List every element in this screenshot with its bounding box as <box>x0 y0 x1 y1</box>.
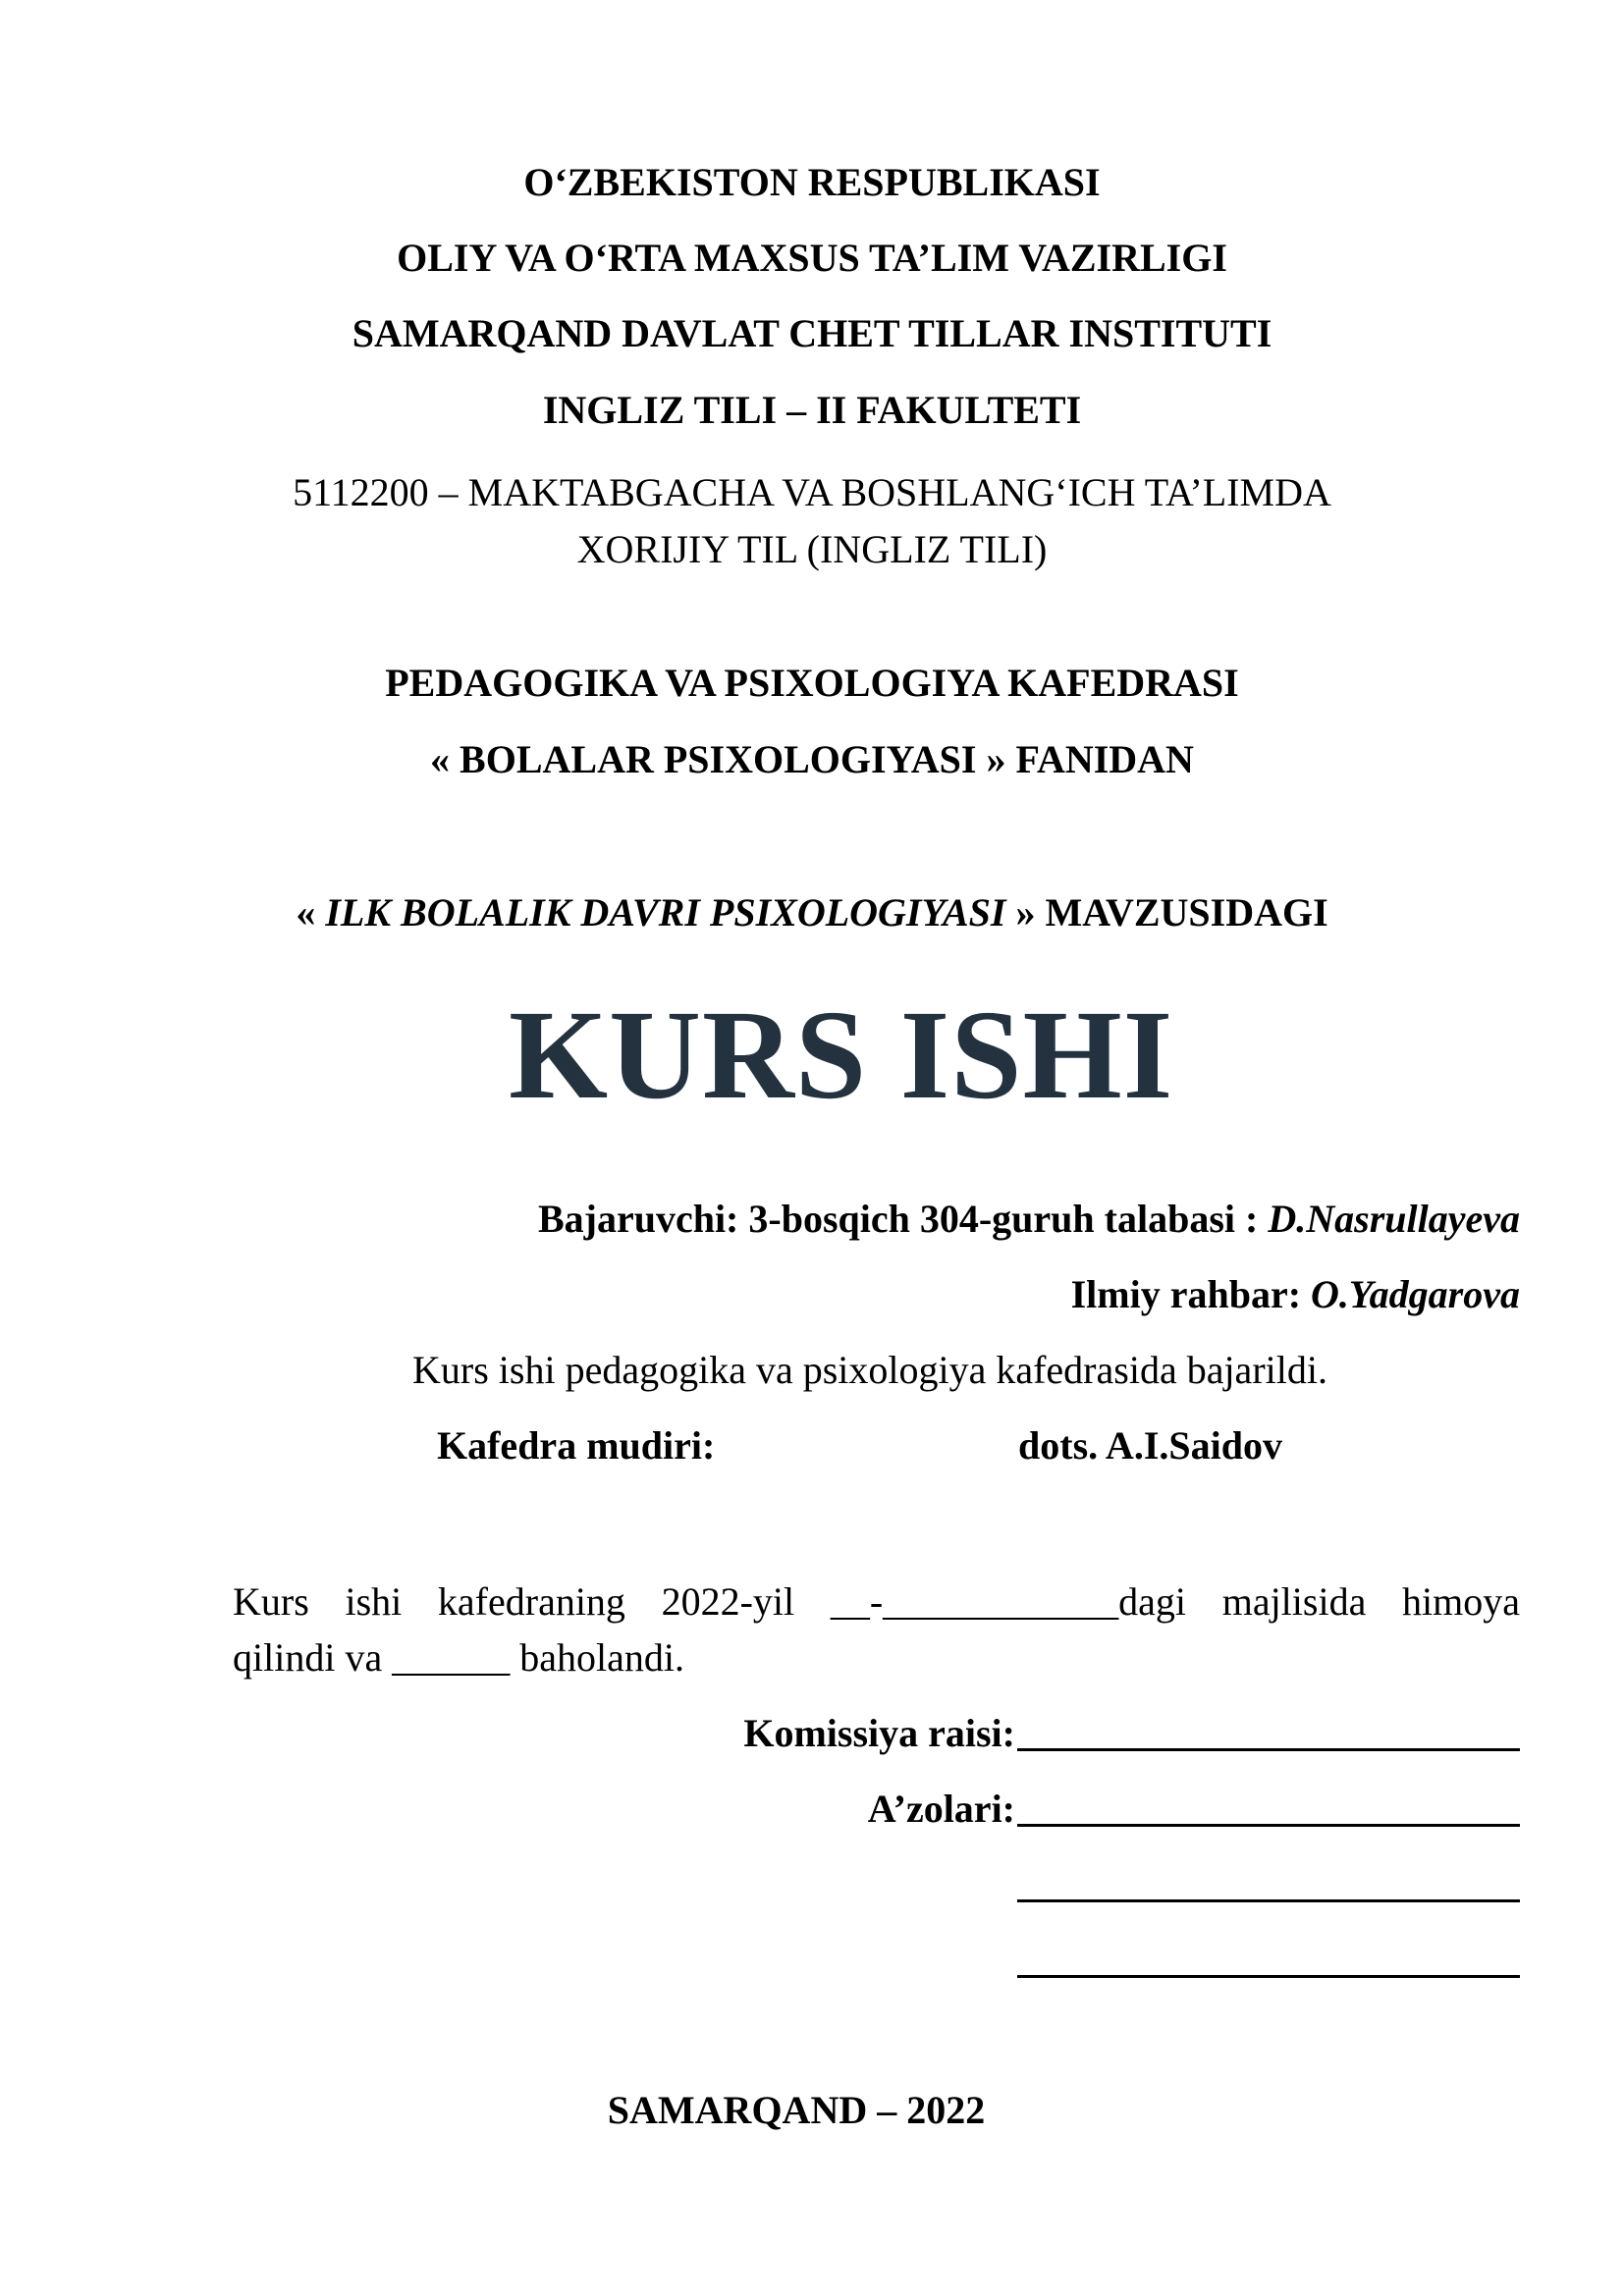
topic-line <box>0 890 1624 934</box>
defense-line-2: qilindi va ______ baholandi. <box>233 1635 684 1680</box>
republic-heading: O‘ZBEKISTON RESPUBLIKASI <box>523 160 1101 204</box>
topic-suffix: » MAVZUSIDAGI <box>1005 890 1328 934</box>
institute-heading: SAMARQAND DAVLAT CHET TILLAR INSTITUTI <box>352 311 1272 355</box>
advisor-label: Ilmiy rahbar: <box>1070 1272 1312 1316</box>
topic-open-quote: « <box>296 890 326 934</box>
commission-members-label: A’zolari: <box>867 1787 1015 1831</box>
document-title: KURS ISHI <box>509 985 1174 1126</box>
commission-chair-label: Komissiya raisi: <box>743 1711 1015 1755</box>
footer-city-year: SAMARQAND – 2022 <box>607 2088 986 2132</box>
department-name: PEDAGOGIKA VA PSIXOLOGIYA KAFEDRASI <box>385 661 1239 705</box>
faculty-heading: INGLIZ TILI – II FAKULTETI <box>542 388 1082 432</box>
performer-line <box>537 1197 1520 1241</box>
advisor-name: O.Yadgarova <box>1311 1272 1520 1316</box>
topic-title: ILK BOLALIK DAVRI PSIXOLOGIYASI <box>325 890 1006 934</box>
head-name: dots. A.I.Saidov <box>1018 1423 1282 1468</box>
ministry-heading: OLIY VA O‘RTA MAXSUS TA’LIM VAZIRLIGI <box>397 236 1227 280</box>
performer-label: Bajaruvchi: 3-bosqich 304-guruh talabasi : <box>537 1197 1269 1241</box>
commission-chair-signature-line <box>1017 1748 1520 1751</box>
head-label: Kafedra mudiri: <box>437 1423 716 1468</box>
commission-member-signature-line-1 <box>1017 1824 1520 1827</box>
specialty-line-1: 5112200 – MAKTABGACHA VA BOSHLANG‘ICH TA’LIMDA <box>293 470 1331 514</box>
specialty-line-2: XORIJIY TIL (INGLIZ TILI) <box>576 527 1048 571</box>
advisor-line <box>1070 1272 1520 1316</box>
performer-name: D.Nasrullayeva <box>1268 1197 1520 1241</box>
commission-member-signature-line-2 <box>1017 1899 1520 1902</box>
defense-line-1: Kurs ishi kafedraning 2022-yil __-____________dagi majlisida himoya <box>233 1579 1520 1624</box>
commission-member-signature-line-3 <box>1017 1975 1520 1978</box>
subject-line: « BOLALAR PSIXOLOGIYASI » FANIDAN <box>430 737 1194 781</box>
completed-note: Kurs ishi pedagogika va psixologiya kafedrasida bajarildi. <box>412 1348 1327 1392</box>
